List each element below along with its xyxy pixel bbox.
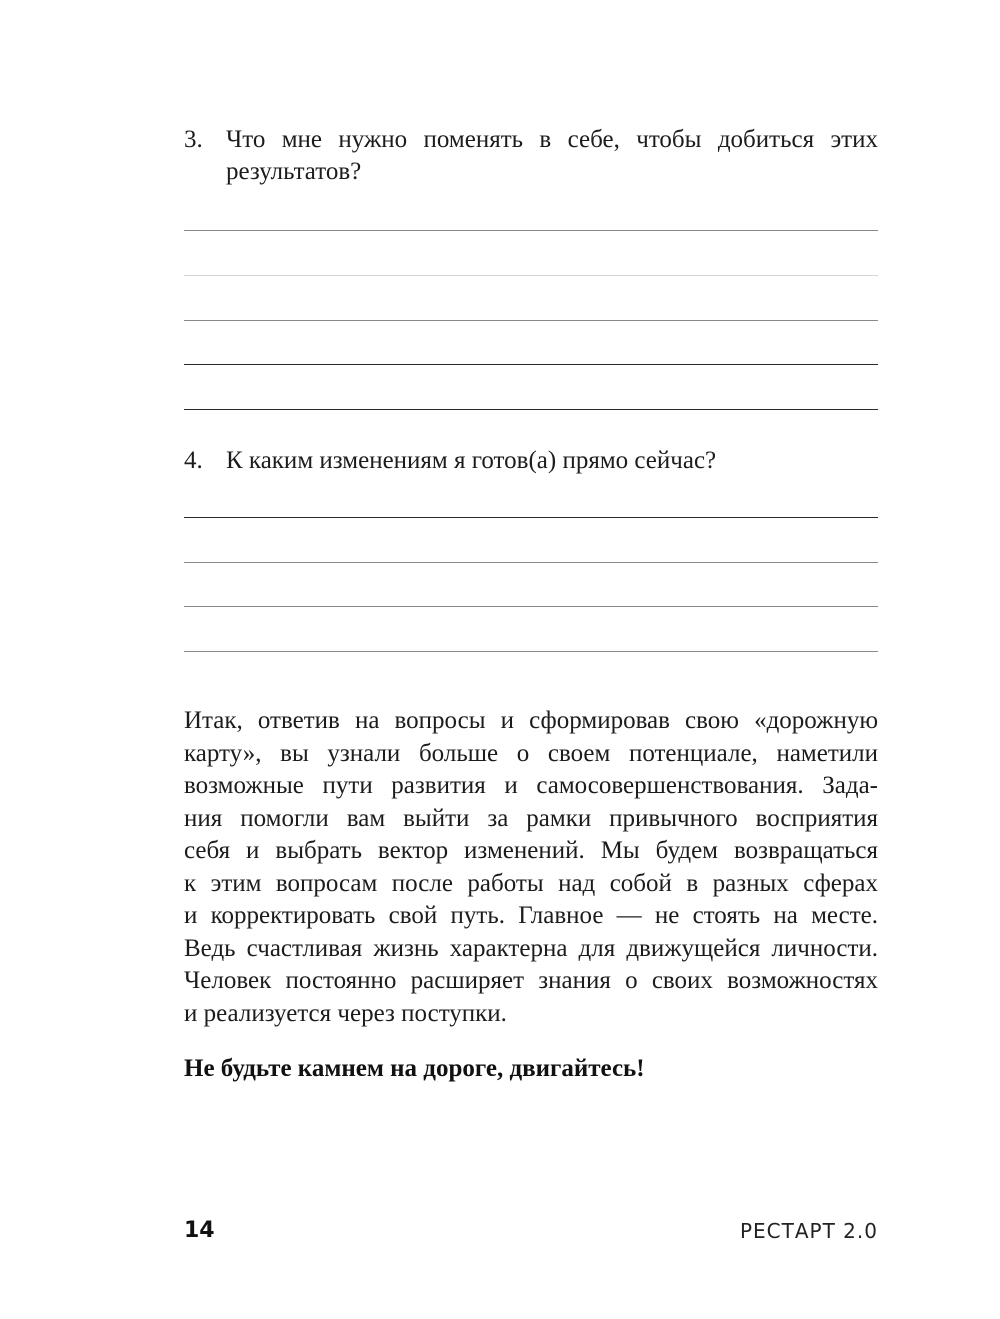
body-line: и корректировать свой путь. Главное — не стоять на месте. (184, 902, 878, 929)
answer-line[interactable] (184, 409, 878, 410)
answer-line[interactable] (184, 230, 878, 231)
body-line: к этим вопросам после работы над собой в разных сферах (184, 869, 878, 897)
body-line: Человек постоянно расширяет знания о своих возможностях (184, 967, 878, 994)
question-4 (184, 445, 878, 477)
page-number: 14 (184, 1218, 215, 1243)
answer-line[interactable] (184, 275, 878, 276)
question-3-text: Что мне нужно поменять в себе, чтобы добиться этих результатов? (226, 126, 878, 185)
body-line: Ведь счастливая жизнь характерна для движущейся личности. (184, 934, 878, 962)
answer-line[interactable] (184, 651, 878, 652)
body-line: возможные пути развития и самосовершенствования. Зада- (184, 772, 878, 799)
answer-line[interactable] (184, 320, 878, 321)
answer-line[interactable] (184, 364, 878, 365)
body-line: и реализуется через поступки. (184, 999, 507, 1027)
callout-bold: Не будьте камнем на дороге, двигайтесь! (184, 1055, 645, 1082)
question-4-number: 4. (184, 447, 203, 474)
body-line: карту», вы узнали больше о своем потенциале, наметили (184, 739, 878, 767)
body-line: себя и выбрать вектор изменений. Мы будем возвращаться (184, 837, 878, 864)
body-line: ния помогли вам выйти за рамки привычного восприятия (184, 804, 878, 832)
answer-line[interactable] (184, 606, 878, 607)
answer-line[interactable] (184, 562, 878, 563)
question-3-number: 3. (184, 126, 203, 153)
answer-line[interactable] (184, 517, 878, 518)
question-4-text: К каким изменениям я готов(а) прямо сейчас? (226, 447, 717, 474)
running-title: РЕСТАРТ 2.0 (739, 1219, 878, 1243)
body-paragraph (184, 705, 878, 1030)
body-line: Итак, ответив на вопросы и сформировав свою «дорожную (184, 707, 878, 734)
question-3 (184, 124, 878, 188)
